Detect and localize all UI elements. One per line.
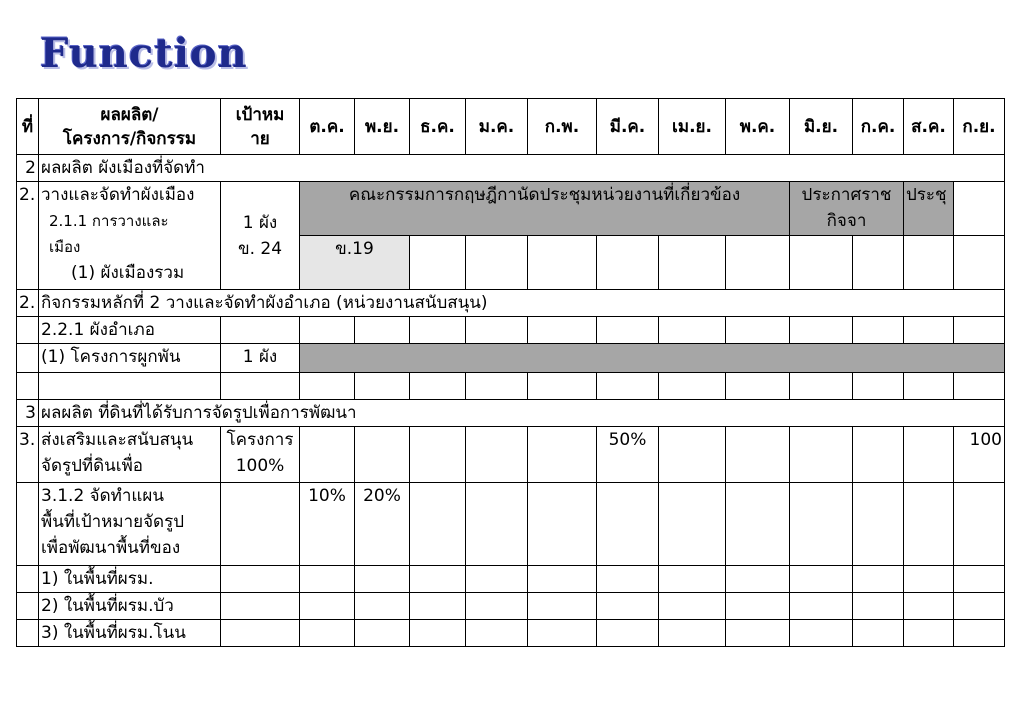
target-cell: 1 ผัง (221, 344, 300, 373)
month-cell (954, 483, 1005, 566)
header-month: ก.ค. (853, 99, 904, 155)
month-cell (659, 483, 726, 566)
month-cell (355, 566, 410, 593)
schedule-table (16, 98, 1005, 647)
page-title: Function (40, 30, 248, 77)
month-cell (954, 373, 1005, 400)
table-row (17, 317, 1005, 344)
month-cell (597, 593, 659, 620)
row-number: 3. (17, 427, 39, 483)
month-cell (300, 593, 355, 620)
month-cell (726, 566, 790, 593)
target-cell: 1 ผัง ข. 24 (221, 182, 300, 290)
header-month: ต.ค. (300, 99, 355, 155)
table-row (17, 400, 1005, 427)
month-cell (466, 236, 528, 290)
header-row (17, 99, 1005, 155)
month-cell (954, 236, 1005, 290)
table-row (17, 373, 1005, 400)
month-cell (726, 483, 790, 566)
month-cell (954, 593, 1005, 620)
schedule-bar: คณะกรรมการกฤษฎีกานัดประชุมหน่วยงานที่เกี่ยวข้อง (300, 182, 790, 236)
month-cell (355, 620, 410, 647)
header-no: ที่ (17, 99, 39, 155)
row-number: 2 (17, 155, 39, 182)
month-cell (410, 483, 466, 566)
table-row (17, 427, 1005, 483)
month-cell (904, 373, 954, 400)
month-cell (466, 317, 528, 344)
table-row (17, 566, 1005, 593)
month-cell (597, 566, 659, 593)
month-cell (853, 593, 904, 620)
table-row (17, 182, 1005, 236)
month-cell (954, 182, 1005, 236)
month-cell (659, 566, 726, 593)
row-number (17, 373, 39, 400)
month-cell (659, 373, 726, 400)
month-cell (528, 566, 597, 593)
header-month: มี.ค. (597, 99, 659, 155)
month-cell (597, 483, 659, 566)
activity-cell: 1) ในพื้นที่ผรม. (39, 566, 221, 593)
month-cell (528, 620, 597, 647)
month-cell (410, 593, 466, 620)
month-cell (853, 236, 904, 290)
month-cell (659, 317, 726, 344)
row-number: 2. (17, 290, 39, 317)
row-number (17, 566, 39, 593)
month-cell (904, 427, 954, 483)
month-cell (659, 236, 726, 290)
month-cell (466, 620, 528, 647)
header-month: ก.พ. (528, 99, 597, 155)
month-cell (597, 620, 659, 647)
activity-cell: 3.1.2 จัดทำแผน พื้นที่เป้าหมายจัดรูป เพื่อพัฒนาพื้นที่ของ (39, 483, 221, 566)
month-cell (790, 373, 853, 400)
month-cell (355, 373, 410, 400)
section-heading: ผลผลิต ที่ดินที่ได้รับการจัดรูปเพื่อการพัฒนา (39, 400, 1005, 427)
row-number (17, 344, 39, 373)
month-cell (410, 427, 466, 483)
month-cell (300, 620, 355, 647)
month-cell (659, 593, 726, 620)
month-cell (528, 373, 597, 400)
month-cell (597, 317, 659, 344)
month-cell (726, 317, 790, 344)
month-cell (410, 317, 466, 344)
month-cell (726, 373, 790, 400)
month-cell (410, 236, 466, 290)
activity-cell (39, 373, 221, 400)
month-cell (355, 317, 410, 344)
month-cell (954, 317, 1005, 344)
month-cell (853, 620, 904, 647)
table-row (17, 483, 1005, 566)
month-cell (300, 427, 355, 483)
month-cell (355, 427, 410, 483)
month-cell (853, 317, 904, 344)
month-cell (466, 593, 528, 620)
header-month: ม.ค. (466, 99, 528, 155)
activity-cell: ส่งเสริมและสนับสนุน จัดรูปที่ดินเพื่อ (39, 427, 221, 483)
month-cell (300, 317, 355, 344)
month-cell (528, 483, 597, 566)
table-row (17, 155, 1005, 182)
month-cell (597, 236, 659, 290)
month-cell (528, 593, 597, 620)
month-cell (790, 483, 853, 566)
activity-cell: 2) ในพื้นที่ผรม.บัว (39, 593, 221, 620)
month-cell (300, 566, 355, 593)
month-cell (904, 483, 954, 566)
month-cell (410, 620, 466, 647)
activity-cell: 2.2.1 ผังอำเภอ (39, 317, 221, 344)
row-number: 3 (17, 400, 39, 427)
month-cell (853, 373, 904, 400)
month-cell (726, 620, 790, 647)
month-cell: 10% (300, 483, 355, 566)
month-cell (528, 427, 597, 483)
month-cell (904, 566, 954, 593)
month-cell (466, 483, 528, 566)
month-cell (790, 427, 853, 483)
schedule-bar: ประกาศราช กิจจา (790, 182, 904, 236)
month-cell (954, 566, 1005, 593)
section-heading: กิจกรรมหลักที่ 2 วางและจัดทำผังอำเภอ (หน่วยงานสนับสนุน) (39, 290, 1005, 317)
month-cell (790, 620, 853, 647)
month-cell (853, 483, 904, 566)
table-row (17, 344, 1005, 373)
header-month: พ.ย. (355, 99, 410, 155)
target-cell (221, 373, 300, 400)
row-number (17, 317, 39, 344)
target-cell (221, 317, 300, 344)
month-cell (790, 236, 853, 290)
month-cell (300, 373, 355, 400)
row-number (17, 620, 39, 647)
header-item: ผลผลิต/ โครงการ/กิจกรรม (39, 99, 221, 155)
month-cell (528, 236, 597, 290)
header-month: พ.ค. (726, 99, 790, 155)
month-cell (355, 593, 410, 620)
month-cell (466, 427, 528, 483)
table-row (17, 593, 1005, 620)
month-cell (790, 566, 853, 593)
month-cell (466, 373, 528, 400)
target-cell (221, 620, 300, 647)
target-cell: โครงการ 100% (221, 427, 300, 483)
month-cell: 50% (597, 427, 659, 483)
target-cell (221, 483, 300, 566)
row-number: 2. (17, 182, 39, 290)
header-month: ก.ย. (954, 99, 1005, 155)
activity-cell: 3) ในพื้นที่ผรม.โนน (39, 620, 221, 647)
month-cell (466, 566, 528, 593)
month-cell (790, 317, 853, 344)
target-cell (221, 593, 300, 620)
month-cell (853, 427, 904, 483)
month-cell (954, 620, 1005, 647)
row-number (17, 483, 39, 566)
month-cell (853, 566, 904, 593)
month-cell (726, 593, 790, 620)
month-cell (790, 593, 853, 620)
month-cell (726, 236, 790, 290)
month-cell (904, 317, 954, 344)
section-heading: ผลผลิต ผังเมืองที่จัดทำ (39, 155, 1005, 182)
month-cell (659, 427, 726, 483)
header-target: เป้าหม าย (221, 99, 300, 155)
row-number (17, 593, 39, 620)
schedule-bar: ข.19 (300, 236, 410, 290)
month-cell (904, 236, 954, 290)
table-row (17, 290, 1005, 317)
target-cell (221, 566, 300, 593)
month-cell (904, 593, 954, 620)
month-cell (726, 427, 790, 483)
month-cell (904, 620, 954, 647)
month-cell (597, 373, 659, 400)
schedule-bar: ประชุ (904, 182, 954, 236)
activity-cell: (1) โครงการผูกพัน (39, 344, 221, 373)
header-month: ธ.ค. (410, 99, 466, 155)
header-month: มิ.ย. (790, 99, 853, 155)
schedule-bar (300, 344, 1005, 373)
month-cell (659, 620, 726, 647)
month-cell (410, 373, 466, 400)
activity-cell: วางและจัดทำผังเมือง 2.1.1 การวางและ เมือง (1) ผังเมืองรวม (39, 182, 221, 290)
month-cell: 20% (355, 483, 410, 566)
month-cell: 100 (954, 427, 1005, 483)
table-row (17, 620, 1005, 647)
month-cell (410, 566, 466, 593)
header-month: ส.ค. (904, 99, 954, 155)
month-cell (528, 317, 597, 344)
header-month: เม.ย. (659, 99, 726, 155)
